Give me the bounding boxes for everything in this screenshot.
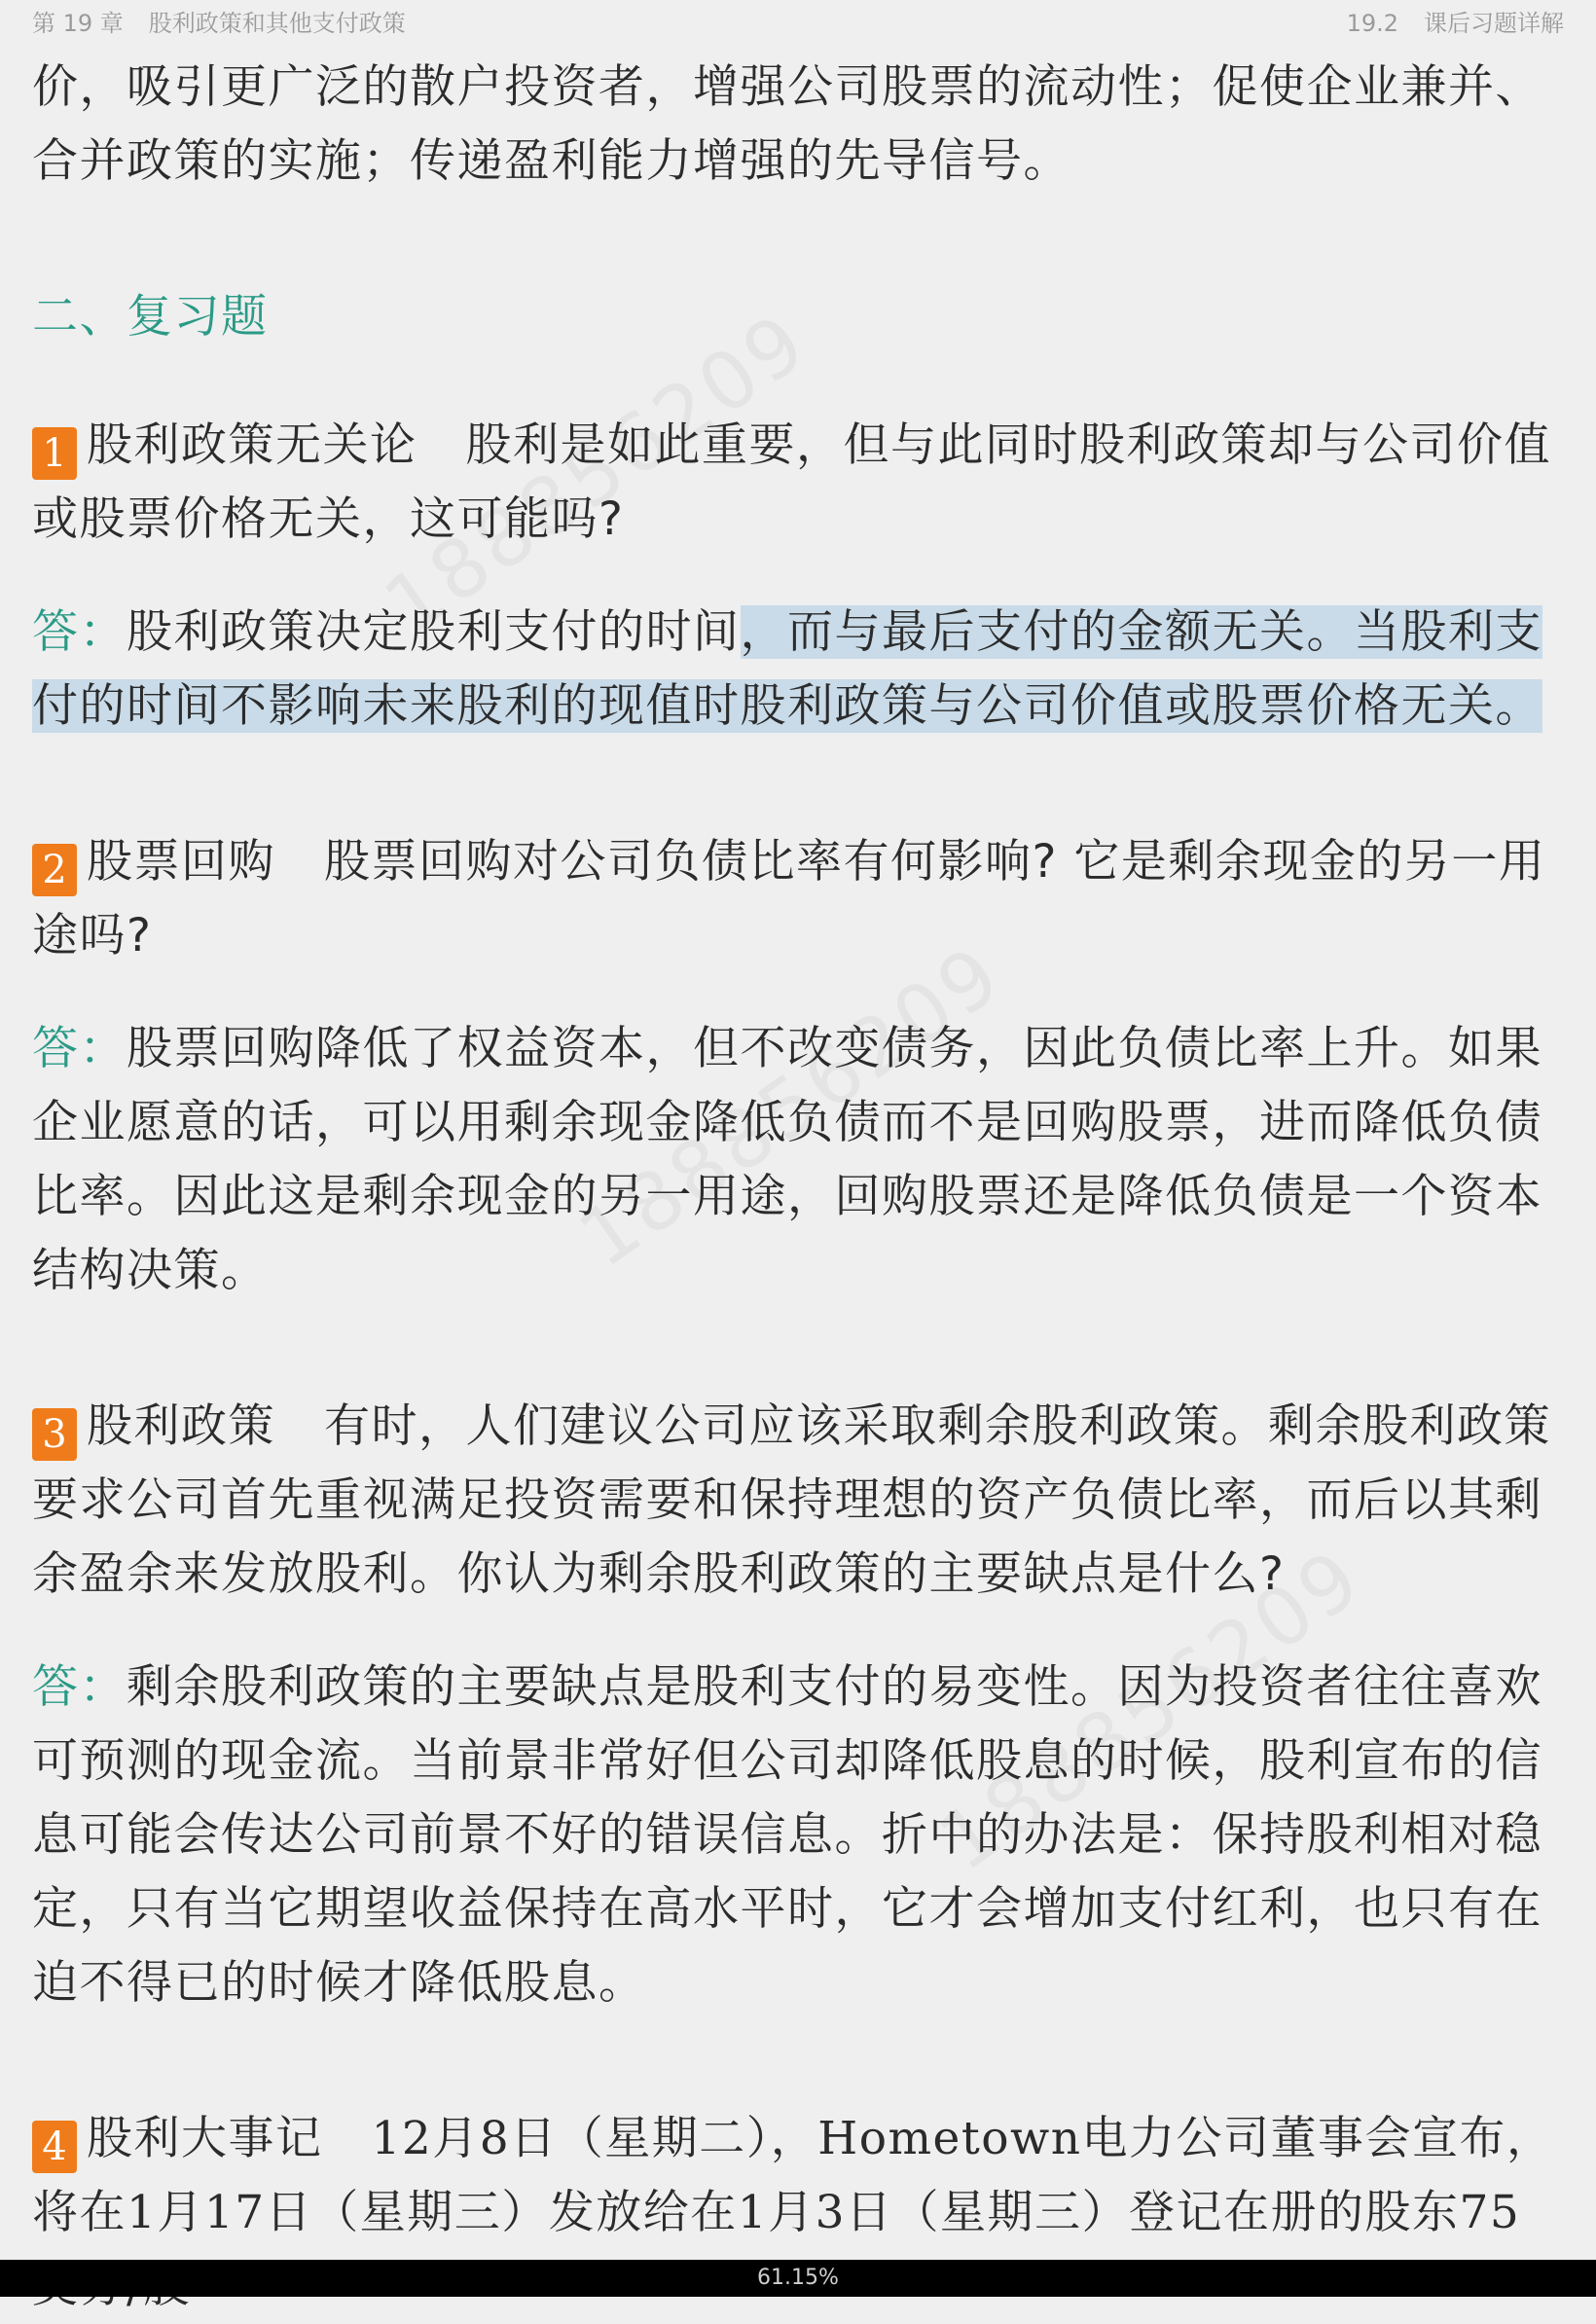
text-selection-highlight[interactable]: ，而与最后支付的金额无关。当股利支付的时间不影响未来股利的现值时股利政策与公司价值或股票价格无关。 xyxy=(32,605,1542,733)
section-heading: 二、复习题 xyxy=(32,290,269,344)
question-title: 股利政策无关论 xyxy=(87,418,417,472)
question-text: 有时，人们建议公司应该采取剩余股利政策。剩余股利政策要求公司首先重视满足投资需要和保持理想的资产负债比率，而后以其剩余盈余来发放股利。你认为剩余股利政策的主要缺点是什么? xyxy=(32,1399,1551,1601)
section-number: 19.2 xyxy=(1346,10,1398,37)
question-title: 股利大事记 xyxy=(87,2112,323,2165)
reading-progress-text: 61.15% xyxy=(757,2266,839,2290)
section-breadcrumb xyxy=(1347,4,1564,38)
answer-label: 答： xyxy=(32,1022,127,1075)
question-text: 股票回购对公司负债比率有何影响? 它是剩余现金的另一用途吗? xyxy=(32,835,1546,962)
chapter-number: 第 19 章 xyxy=(32,10,124,37)
page-content xyxy=(32,51,1565,2324)
question-number-badge: 3 xyxy=(32,1408,77,1461)
question-number-badge: 2 xyxy=(32,844,77,896)
question-3 xyxy=(32,1390,1565,1612)
answer-text: 剩余股利政策的主要缺点是股利支付的易变性。因为投资者往往喜欢可预测的现金流。当前景非常好但公司却降低股息的时候，股利宣布的信息可能会传达公司前景不好的错误信息。折中的办法是：保持股利相对稳定，只有当它期望收益保持在高水平时，它才会增加支付红利，也只有在迫不得已的时候才降低股息。 xyxy=(32,1660,1542,2010)
chapter-title: 股利政策和其他支付政策 xyxy=(148,10,406,37)
answer-1[interactable] xyxy=(32,596,1565,744)
chapter-breadcrumb xyxy=(32,4,406,38)
question-1 xyxy=(32,409,1565,557)
question-text: 股利是如此重要，但与此同时股利政策却与公司价值或股票价格无关，这可能吗? xyxy=(32,418,1551,546)
question-2 xyxy=(32,825,1565,973)
question-number-badge: 1 xyxy=(32,427,77,480)
question-text: 12月8日（星期二），Hometown电力公司董事会宣布，将在1月17日（星期三）发放给在1月3日（星期三）登记在册的股东75 xyxy=(32,2112,1554,2239)
page-header xyxy=(0,0,1596,41)
answer-3 xyxy=(32,1651,1565,2020)
question-number-badge: 4 xyxy=(32,2121,77,2173)
answer-text: 股票回购降低了权益资本，但不改变债务，因此负债比率上升。如果企业愿意的话，可以用剩余现金降低负债而不是回购股票，进而降低负债比率。因此这是剩余现金的另一用途，回购股票还是降低负债是一个资本结构决策。 xyxy=(32,1022,1542,1297)
section-title: 课后习题详解 xyxy=(1424,10,1564,37)
answer-label: 答： xyxy=(32,605,127,659)
intro-paragraph: 价，吸引更广泛的散户投资者，增强公司股票的流动性；促使企业兼并、合并政策的实施；传递盈利能力增强的先导信号。 xyxy=(32,60,1542,188)
answer-label: 答： xyxy=(32,1660,127,1714)
reading-progress-bar xyxy=(0,2260,1596,2297)
question-title: 股票回购 xyxy=(87,835,275,889)
answer-2 xyxy=(32,1012,1565,1308)
answer-text: 股利政策决定股利支付的时间 xyxy=(127,605,741,659)
question-title: 股利政策 xyxy=(87,1399,275,1453)
